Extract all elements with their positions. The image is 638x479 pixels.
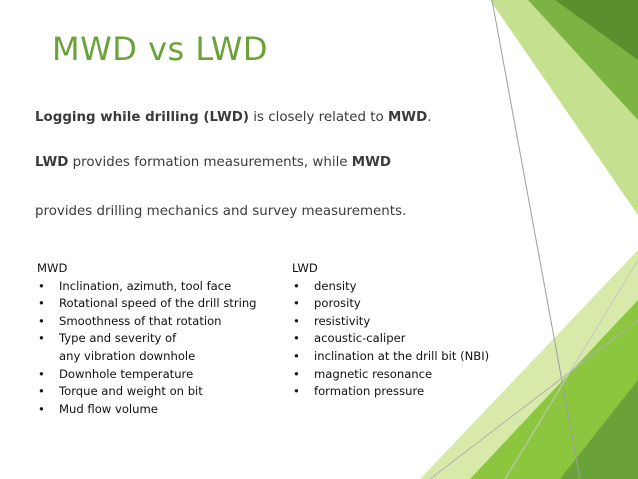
bullet-icon: • — [293, 278, 300, 293]
lwd-item — [292, 278, 489, 296]
bullet-icon: • — [38, 296, 45, 311]
para2-bold-1: LWD — [35, 155, 69, 170]
mwd-continuation-text: any vibration downhole — [59, 348, 196, 363]
mwd-item-text: Downhole temperature — [59, 366, 194, 381]
lwd-item — [292, 313, 489, 331]
mwd-item — [37, 383, 257, 401]
bullet-icon: • — [38, 401, 45, 416]
mwd-item-text: Mud flow volume — [59, 401, 158, 416]
mwd-item — [37, 401, 257, 419]
bullet-icon: • — [293, 331, 300, 346]
mwd-item-text: Torque and weight on bit — [59, 384, 203, 399]
bullet-icon: • — [293, 313, 300, 328]
bullet-icon: • — [293, 384, 300, 399]
lwd-item — [292, 348, 489, 366]
mwd-header: MWD — [37, 261, 68, 275]
lwd-item-text: density — [314, 278, 357, 293]
mwd-item — [37, 313, 257, 331]
bullet-icon: • — [38, 313, 45, 328]
lwd-item-text: acoustic-caliper — [314, 331, 406, 346]
lwd-item — [292, 330, 489, 348]
para1-bold-2: MWD — [387, 110, 428, 125]
lwd-item — [292, 295, 489, 313]
lwd-item — [292, 383, 489, 401]
mwd-item-text: Smoothness of that rotation — [59, 313, 222, 328]
slide-title: MWD vs LWD — [52, 30, 269, 68]
lwd-item-text: magnetic resonance — [314, 366, 433, 381]
bullet-icon: • — [293, 366, 300, 381]
bullet-icon: • — [38, 278, 45, 293]
bullet-icon: • — [38, 384, 45, 399]
lwd-item — [292, 366, 489, 384]
mwd-item-text: Inclination, azimuth, tool face — [59, 278, 232, 293]
bullet-icon: • — [293, 348, 300, 363]
para1-bold-1: Logging while drilling (LWD) — [35, 110, 250, 125]
mwd-list — [37, 260, 257, 418]
mwd-item — [37, 330, 257, 348]
paragraph-1 — [35, 110, 431, 125]
mwd-item-text: Type and severity of — [59, 331, 177, 346]
lwd-list — [292, 260, 489, 401]
bullet-icon: • — [38, 331, 45, 346]
mwd-item — [37, 278, 257, 296]
paragraph-3: provides drilling mechanics and survey measurements. — [35, 204, 407, 219]
lwd-item-text: resistivity — [314, 313, 371, 328]
paragraph-2 — [35, 155, 391, 170]
lwd-item-text: porosity — [314, 296, 361, 311]
mwd-item-text: Rotational speed of the drill string — [59, 296, 257, 311]
bullet-icon: • — [293, 296, 300, 311]
para1-text-1: is closely related to — [249, 110, 388, 125]
bullet-icon: • — [38, 366, 45, 381]
lwd-item-text: formation pressure — [314, 384, 425, 399]
mwd-item — [37, 295, 257, 313]
para2-bold-2: MWD — [351, 155, 392, 170]
para2-text-1: provides formation measurements, while — [68, 155, 352, 170]
lwd-header: LWD — [292, 261, 318, 275]
mwd-item — [37, 366, 257, 384]
mwd-item-continuation — [37, 348, 257, 366]
lwd-item-text: inclination at the drill bit (NBI) — [314, 348, 490, 363]
para1-text-2: . — [427, 110, 432, 125]
